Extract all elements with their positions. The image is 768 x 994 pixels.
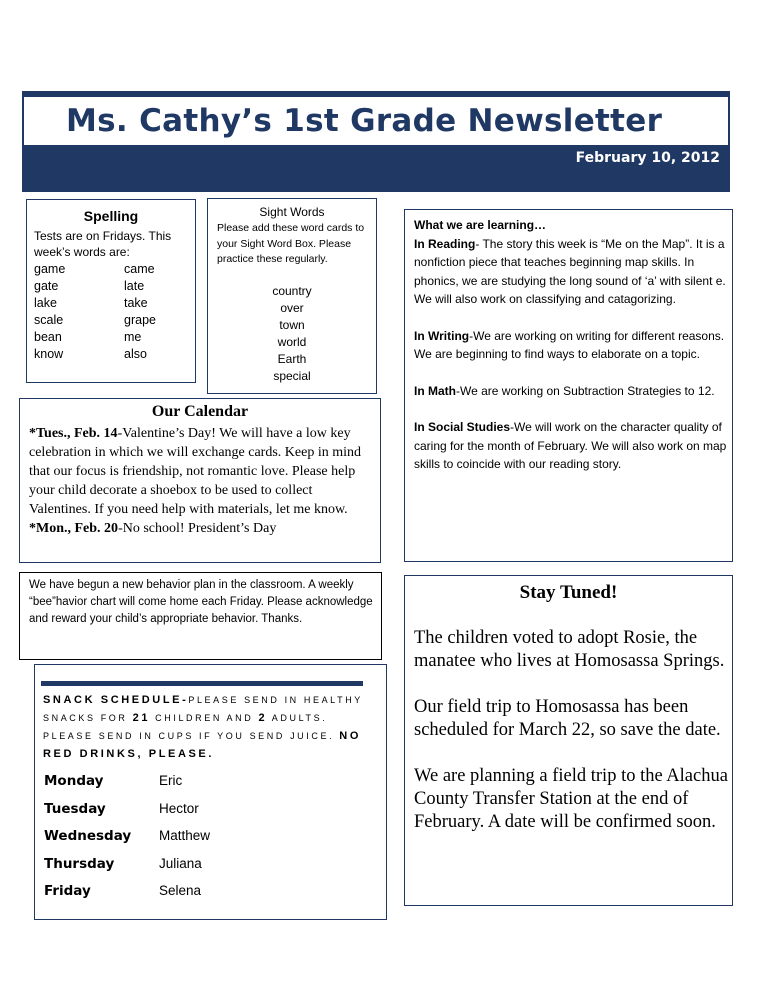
snack-intro-text: PLEASE SEND IN HEALTHY SNACKS FOR: [43, 695, 363, 723]
spelling-word: also: [124, 347, 147, 361]
subject-label: In Social Studies: [414, 420, 511, 434]
snack-day: Thursday: [44, 855, 115, 872]
subject-text: -We are working on Subtraction Strategies to 12.: [456, 383, 715, 398]
behavior-text: We have begun a new behavior plan in the classroom. A weekly “bee”havior chart will come home each Friday. Please acknowledge and reward your child’s appropriate behavior. Thanks.: [29, 579, 373, 625]
sight-word-list: [208, 283, 376, 385]
sight-words-heading: Sight Words: [259, 205, 325, 219]
snack-day: Monday: [44, 773, 104, 789]
stay-tuned-paragraph: We are planning a field trip to the Alachua County Transfer Station at the end of February. A date will be confirmed soon.: [414, 766, 728, 832]
subject-text: -We are working on writing for different reasons. We are beginning to find ways to elaborate on a topic.: [414, 328, 725, 361]
snack-name: Selena: [159, 883, 202, 898]
snack-heading: SNACK SCHEDULE-: [43, 694, 189, 706]
snack-day: Wednesday: [44, 828, 132, 844]
learning-section: [414, 382, 728, 401]
stay-tuned-box: [404, 575, 733, 906]
snack-row: [44, 856, 344, 884]
spelling-word: grape: [124, 313, 156, 327]
sight-word: over: [280, 301, 304, 315]
sight-words-intro: Please add these word cards to your Sight Word Box. Please practice these regularly.: [217, 222, 365, 265]
snack-row: [44, 883, 344, 911]
behavior-box: [19, 572, 382, 660]
calendar-event: [29, 424, 375, 519]
sight-word: special: [273, 369, 311, 383]
calendar-box: [19, 398, 381, 563]
spelling-box: [26, 199, 196, 383]
spelling-word: lake: [34, 296, 57, 310]
snack-intro: [43, 691, 378, 763]
learning-section: [414, 327, 728, 364]
snack-name: Matthew: [159, 828, 211, 843]
spelling-word: scale: [34, 313, 64, 327]
snack-schedule-box: [34, 664, 387, 920]
spelling-word: me: [124, 330, 142, 344]
newsletter-date: February 10, 2012: [575, 150, 720, 166]
snack-day: Tuesday: [44, 800, 106, 817]
calendar-event: [29, 519, 375, 538]
spelling-heading: Spelling: [83, 208, 139, 224]
event-text: -No school! President’s Day: [118, 521, 277, 536]
spelling-word: know: [34, 347, 64, 361]
spelling-word: game: [34, 262, 66, 276]
snack-row: [44, 828, 344, 856]
sight-word: world: [277, 335, 307, 349]
date-bar: [22, 147, 730, 192]
snack-intro-text: CHILDREN AND: [150, 713, 259, 723]
snack-day: Friday: [44, 883, 91, 899]
title-banner: [22, 91, 730, 147]
stay-tuned-paragraph: The children voted to adopt Rosie, the manatee who lives at Homosassa Springs.: [414, 628, 725, 671]
snack-schedule-list: [44, 773, 344, 911]
children-count: 21: [132, 712, 151, 724]
sight-word: country: [272, 284, 312, 298]
spelling-word: take: [124, 296, 148, 310]
subject-label: In Math: [414, 383, 456, 398]
learning-box: [404, 209, 733, 562]
snack-name: Eric: [159, 773, 183, 788]
subject-label: In Reading: [414, 236, 476, 251]
learning-section: [414, 235, 728, 309]
event-text: -Valentine’s Day! We will have a low key celebration in which we will exchange cards. Keep in mind that our focus is friendship, not romantic love. Please help your child decorate a shoebox to be used to collect Valentines. If you need help with materials, let me know.: [29, 426, 361, 517]
event-date: *Mon., Feb. 20: [29, 521, 119, 536]
subject-text: -We will work on the character quality of caring for the month of February. We will also work on map skills to coincide with our reading story.: [414, 420, 727, 471]
snack-accent-bar: [41, 681, 363, 686]
adult-count: 2: [258, 712, 268, 724]
spelling-word: late: [124, 279, 145, 293]
snack-row: [44, 801, 344, 829]
sight-word: town: [279, 318, 305, 332]
spelling-intro: Tests are on Fridays. This week’s words are:: [34, 229, 172, 259]
sight-words-box: [207, 198, 377, 394]
spelling-word: gate: [34, 279, 59, 293]
learning-section: [414, 418, 728, 474]
spelling-word-list: [34, 261, 194, 363]
learning-heading: What we are learning…: [414, 218, 547, 232]
calendar-heading: Our Calendar: [151, 403, 249, 420]
snack-intro-text: ADULTS. PLEASE SEND IN CUPS IF YOU SEND JUICE.: [43, 713, 340, 741]
snack-row: [44, 773, 344, 801]
stay-tuned-heading: Stay Tuned!: [519, 582, 618, 603]
subject-label: In Writing: [414, 328, 470, 343]
snack-note: NO RED DRINKS, PLEASE.: [43, 730, 361, 760]
spelling-word: bean: [34, 330, 62, 344]
stay-tuned-paragraph: Our field trip to Homosassa has been scheduled for March 22, so save the date.: [414, 697, 721, 740]
snack-name: Hector: [159, 800, 199, 816]
sight-word: Earth: [277, 352, 307, 366]
spelling-word: came: [124, 262, 155, 276]
snack-name: Juliana: [159, 855, 202, 871]
subject-text: - The story this week is “Me on the Map”. It is a nonfiction piece that teaches beginning map skills. In phonics, we are studying the long sound of ‘a’ with silent e. We will also work on classifying and catagorizing.: [414, 236, 726, 306]
event-date: *Tues., Feb. 14: [29, 426, 118, 441]
newsletter-title: Ms. Cathy’s 1st Grade Newsletter: [66, 103, 663, 139]
